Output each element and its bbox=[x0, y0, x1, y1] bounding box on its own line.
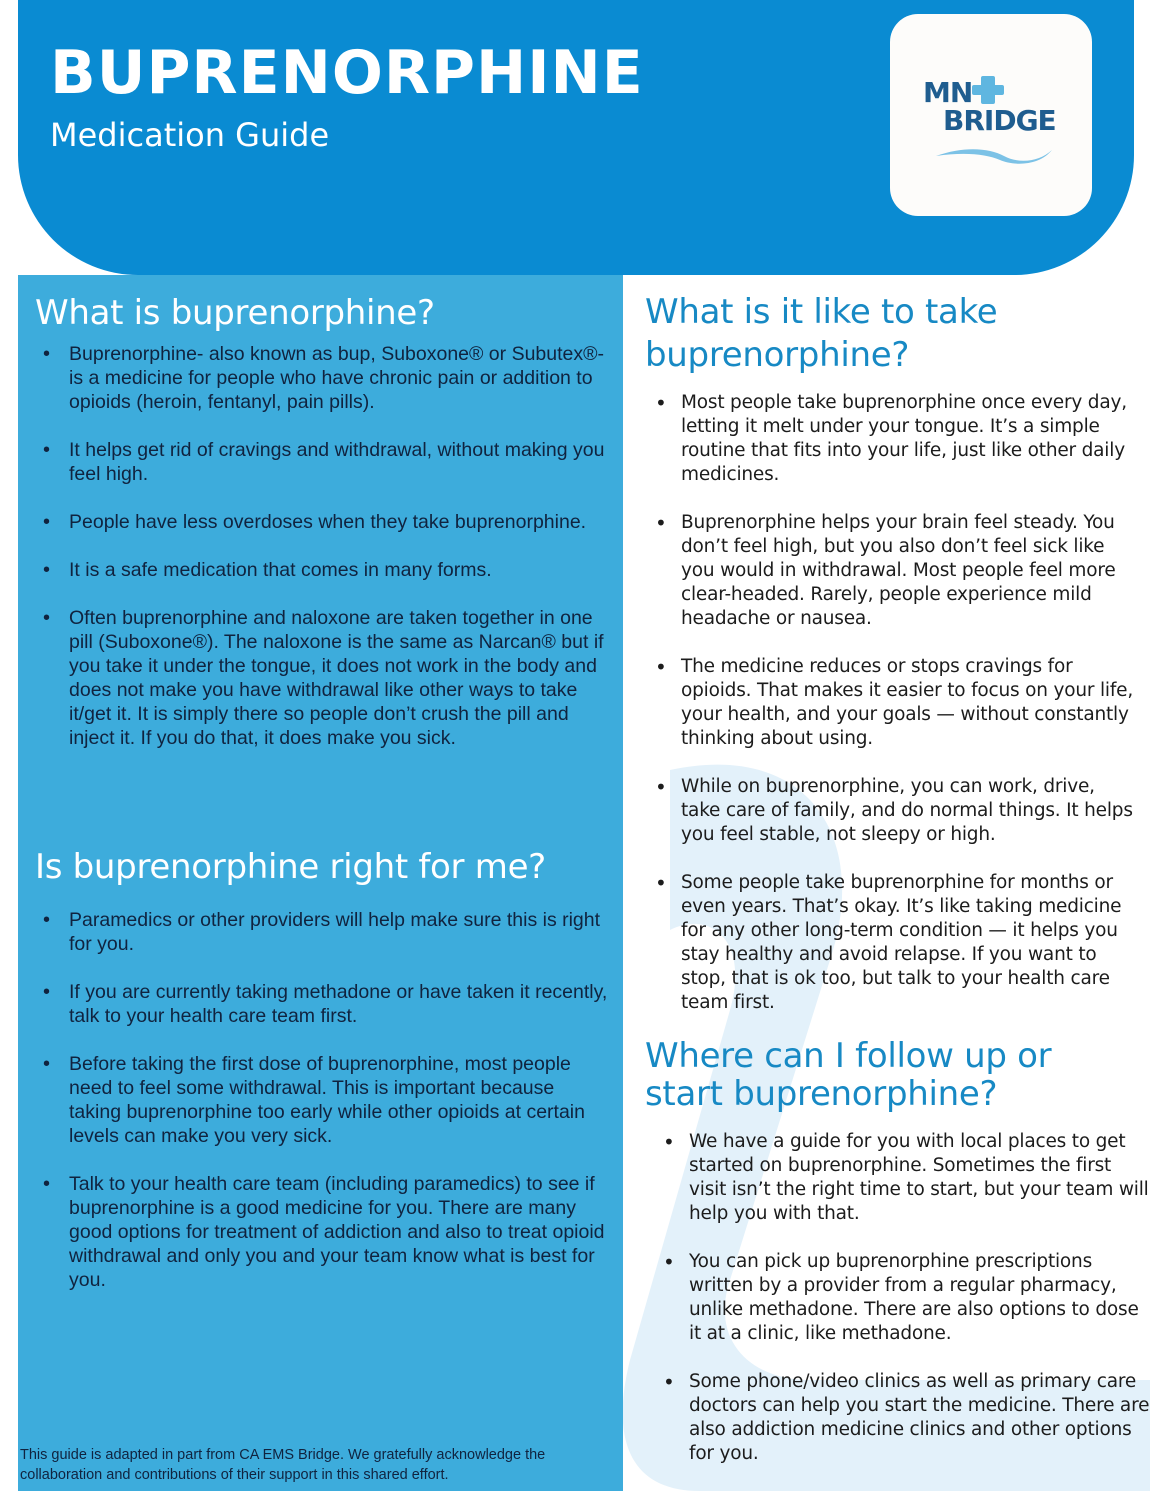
list-item: • Some people take buprenorphine for months or even years. That’s okay. It’s like taking medicine for any other long-term condition — it helps you stay healthy and avoid relapse. If you want to stop, that is ok too, but talk to your health care team first. bbox=[647, 871, 1137, 1015]
follow-up-list bbox=[655, 1130, 1150, 1466]
list-item: • Buprenorphine helps your brain feel steady. You don’t feel high, but you also don’t feel sick like you would in withdrawal. Most people feel more clear-headed. Rarely, people experience mild headache or nausea. bbox=[647, 511, 1137, 631]
list-item: • Often buprenorphine and naloxone are taken together in one pill (Suboxone®). The naloxone is the same as Narcan® but if you take it under the tongue, it does not work in the body and does not make you have withdrawal like other ways to take it/get it. It is simply there so people don’t crush the pill and inject it. If you do that, it does make you sick. bbox=[35, 606, 610, 750]
right-panel bbox=[623, 275, 1152, 1491]
list-item: • Talk to your health care team (including paramedics) to see if buprenorphine is a good medicine for you. There are many good options for treatment of addiction and also to treat opioid withdrawal and only you and your team know what is best for you. bbox=[35, 1172, 610, 1292]
list-item: • Before taking the first dose of buprenorphine, most people need to feel some withdrawal. This is important because taking buprenorphine too early while other opioids at certain levels can make you very sick. bbox=[35, 1052, 610, 1148]
list-item: • If you are currently taking methadone or have taken it recently, talk to your health care team first. bbox=[35, 980, 610, 1028]
page-subtitle: Medication Guide bbox=[50, 116, 330, 154]
mn-bridge-logo bbox=[890, 14, 1092, 216]
heading-line: What is it like to take bbox=[645, 292, 998, 332]
page-title: BUPRENORPHINE bbox=[50, 38, 644, 108]
list-item: • While on buprenorphine, you can work, drive, take care of family, and do normal things. It helps you feel stable, not sleepy or high. bbox=[647, 775, 1137, 847]
list-item: • We have a guide for you with local places to get started on buprenorphine. Sometimes the first visit isn’t the right time to start, but your team will help you with that. bbox=[655, 1130, 1150, 1226]
heading-what-is-it-like bbox=[645, 291, 997, 377]
heading-where-to-follow-up bbox=[645, 1037, 1051, 1113]
list-item: • Most people take buprenorphine once every day, letting it melt under your tongue. It’s a simple routine that fits into your life, just like other daily medicines. bbox=[647, 391, 1137, 487]
medical-cross-icon bbox=[972, 74, 1004, 106]
wave-icon bbox=[934, 142, 1054, 168]
heading-line: Where can I follow up or bbox=[645, 1036, 1052, 1076]
list-item: • Buprenorphine- also known as bup, Suboxone® or Subutex®- is a medicine for people who have chronic pain or addition to opioids (heroin, fentanyl, pain pills). bbox=[35, 342, 610, 414]
what-is-it-like-list bbox=[647, 391, 1137, 1015]
list-item: • People have less overdoses when they take buprenorphine. bbox=[35, 510, 610, 534]
list-item: • Paramedics or other providers will help make sure this is right for you. bbox=[35, 908, 610, 956]
list-item: • The medicine reduces or stops cravings for opioids. That makes it easier to focus on your life, your health, and your goals — without constantly thinking about using. bbox=[647, 655, 1137, 751]
what-is-list bbox=[35, 342, 610, 750]
right-for-me-list bbox=[35, 908, 610, 1292]
heading-what-is-buprenorphine: What is buprenorphine? bbox=[35, 293, 435, 333]
logo-text-bridge: BRIDGE bbox=[943, 104, 1056, 137]
heading-line: start buprenorphine? bbox=[645, 1074, 998, 1114]
list-item: • It helps get rid of cravings and withdrawal, without making you feel high. bbox=[35, 438, 610, 486]
heading-is-it-right-for-me: Is buprenorphine right for me? bbox=[35, 847, 546, 887]
heading-line: buprenorphine? bbox=[645, 335, 910, 375]
left-panel bbox=[18, 275, 623, 1491]
list-item: • Some phone/video clinics as well as primary care doctors can help you start the medicine. There are also addiction medicine clinics and other options for you. bbox=[655, 1370, 1150, 1466]
acknowledgement-footer: This guide is adapted in part from CA EMS Bridge. We gratefully acknowledge the collaboration and contributions of their support in this shared effort. bbox=[20, 1447, 546, 1483]
logo-text-mn: MN bbox=[923, 76, 973, 109]
list-item: • You can pick up buprenorphine prescriptions written by a provider from a regular pharmacy, unlike methadone. There are also options to dose it at a clinic, like methadone. bbox=[655, 1250, 1150, 1346]
list-item: • It is a safe medication that comes in many forms. bbox=[35, 558, 610, 582]
